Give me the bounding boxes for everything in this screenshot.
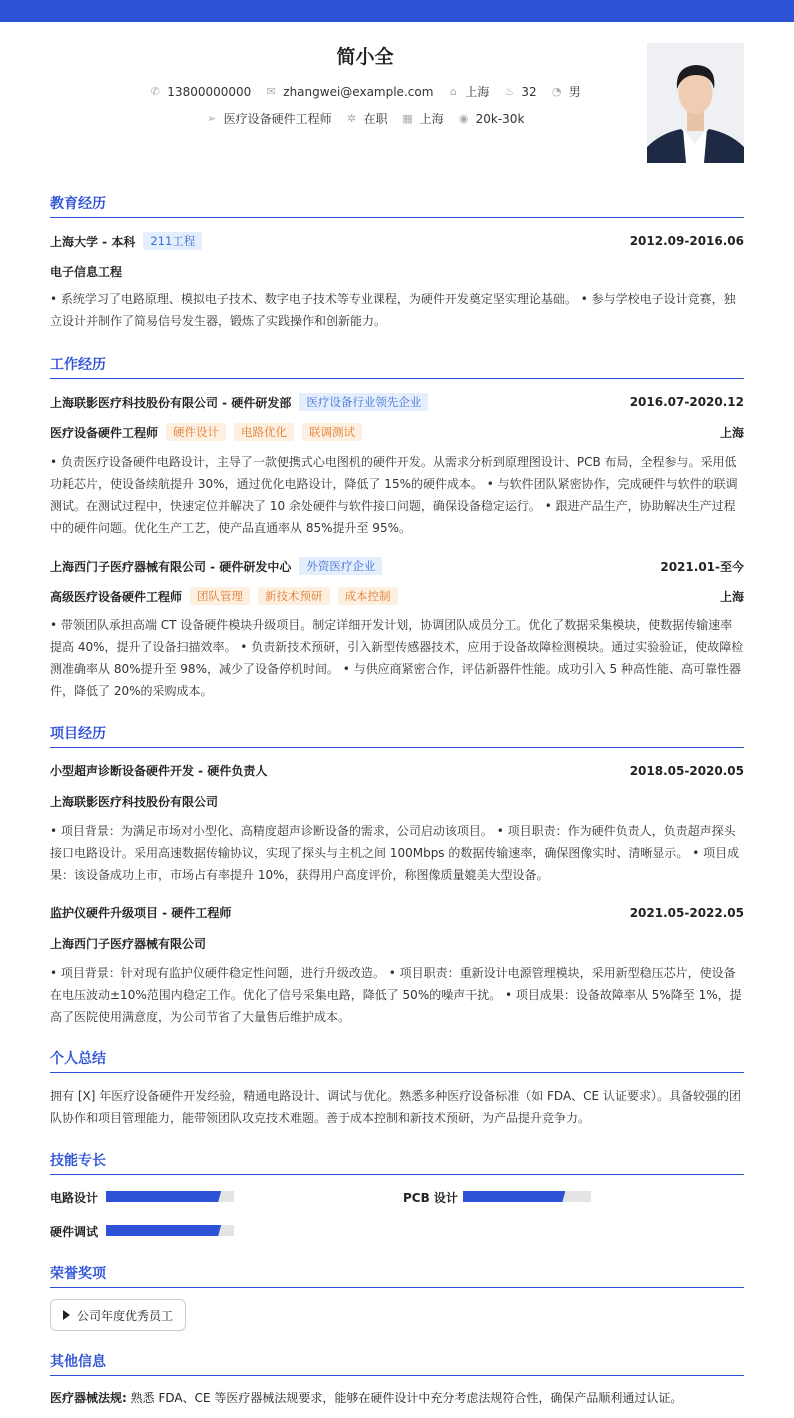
work-1-role: 医疗设备硬件工程师 bbox=[50, 425, 159, 440]
section-other-title: 其他信息 bbox=[50, 1351, 744, 1376]
project-1-name: 小型超声诊断设备硬件开发 - 硬件负责人 bbox=[50, 764, 268, 778]
work-1-location: 上海 bbox=[719, 425, 744, 440]
work-1-company: 上海联影医疗科技股份有限公司 - 硬件研发部 bbox=[50, 395, 292, 410]
skill-label: 硬件调试 bbox=[50, 1225, 99, 1239]
candidate-name: 简小全 bbox=[336, 46, 394, 68]
school-name: 上海大学 - 本科 bbox=[50, 234, 136, 249]
education-header-row bbox=[50, 232, 744, 250]
phone-icon: ✆ bbox=[150, 85, 160, 98]
skill-label: 电路设计 bbox=[50, 1191, 99, 1205]
work-2-period: 2021.01-至今 bbox=[660, 559, 744, 574]
city-text: 上海 bbox=[465, 85, 490, 99]
project-2-period: 2021.05-2022.05 bbox=[629, 905, 744, 920]
profile-photo bbox=[647, 43, 744, 163]
skill-bar bbox=[463, 1191, 591, 1202]
project-2-desc: • 项目背景：针对现有监护仪硬件稳定性问题，进行升级改造。 • 项目职责：重新设计电源管理模块，采用新型稳压芯片，使设备在电压波动±10%范围内稳定工作。优化了信号采集电路，降低了 50%的噪声干扰。 • 项目成果：设备故障率从 5%降至 1%，提高了医院使用满意度，为公司节省了大量售后维护成本。 bbox=[50, 966, 742, 1024]
building-icon: ▦ bbox=[402, 112, 413, 125]
education-period: 2012.09-2016.06 bbox=[629, 234, 744, 248]
skill-bar bbox=[106, 1191, 234, 1202]
work-1-left bbox=[50, 393, 428, 411]
work-2-location: 上海 bbox=[719, 589, 744, 604]
email-text: zhangwei@example.com bbox=[283, 84, 434, 99]
project-1-header-row bbox=[50, 762, 744, 779]
phone-text: 13800000000 bbox=[167, 84, 252, 99]
job-title-text: 医疗设备硬件工程师 bbox=[223, 112, 332, 126]
work-1-role-row bbox=[50, 423, 744, 441]
phone-item bbox=[149, 85, 251, 99]
status-item bbox=[346, 110, 388, 127]
award-label: 公司年度优秀员工 bbox=[77, 1308, 174, 1323]
other-text: 熟悉 FDA、CE 等医疗器械法规要求，能够在硬件设计中充分考虑法规符合性，确保产品顺利通过认证。 bbox=[130, 1391, 683, 1405]
salary-item bbox=[458, 112, 525, 126]
work-1-desc: • 负责医疗设备硬件电路设计，主导了一款便携式心电图机的硬件开发。从需求分析到原理图设计、PCB 布局，全程参与。采用低功耗芯片，使设备续航提升 30%，通过优化电路设计，降低了 15%的硬件成本。 • 与软件团队紧密协作，完成硬件与软件的联调测试。在测试过程中，快速定位并解决了 10 余处硬件与软件接口问题，确保设备稳定运行。 • 跟进产品生产，协助解决生产过程中的硬件问题。优化生产工艺，使产品直通率从 85%提升至 95%。 bbox=[50, 455, 738, 535]
status-text: 在职 bbox=[363, 112, 388, 126]
work-city-text: 上海 bbox=[419, 112, 444, 126]
work-2-skill-tag: 成本控制 bbox=[338, 587, 398, 605]
section-projects-title: 项目经历 bbox=[50, 723, 744, 748]
mail-icon: ✉ bbox=[266, 85, 276, 98]
profile-photo-illustration bbox=[647, 43, 744, 163]
school-tag: 211工程 bbox=[143, 232, 202, 250]
salary-text: 20k-30k bbox=[475, 111, 525, 126]
job-title-item bbox=[206, 110, 332, 127]
project-2-company: 上海西门子医疗器械有限公司 bbox=[50, 937, 207, 951]
education-left bbox=[50, 232, 202, 250]
gender-icon: ◔ bbox=[551, 85, 562, 98]
other-info bbox=[50, 1389, 744, 1406]
work-2-left bbox=[50, 557, 382, 575]
city-item bbox=[447, 83, 489, 100]
work-1-tag: 医疗设备行业领先企业 bbox=[299, 393, 428, 411]
education-major: 电子信息工程 bbox=[50, 265, 123, 279]
job-intent-row bbox=[0, 110, 730, 127]
work-2-role-row bbox=[50, 587, 744, 605]
project-1-company: 上海联影医疗科技股份有限公司 bbox=[50, 795, 219, 809]
section-skills-title: 技能专长 bbox=[50, 1150, 744, 1175]
work-2-skill-tag: 新技术预研 bbox=[258, 587, 330, 605]
skill-label: PCB 设计 bbox=[403, 1191, 458, 1205]
top-accent-bar bbox=[0, 0, 794, 22]
education-desc: • 系统学习了电路原理、模拟电子技术、数字电子技术等专业课程，为硬件开发奠定坚实理论基础。 • 参与学校电子设计竞赛，独立设计并制作了简易信号发生器，锻炼了实践操作和创新能力。 bbox=[50, 292, 736, 328]
work-1-skill-tag: 硬件设计 bbox=[166, 423, 226, 441]
contact-row bbox=[0, 83, 730, 100]
skill-bar-fill bbox=[463, 1191, 565, 1202]
gender-item bbox=[551, 83, 581, 100]
money-icon: ◉ bbox=[458, 112, 469, 125]
skill-bar-fill bbox=[106, 1225, 221, 1236]
work-2-tag: 外资医疗企业 bbox=[299, 557, 382, 575]
triangle-right-icon bbox=[63, 1310, 70, 1320]
gender-text: 男 bbox=[568, 85, 581, 99]
project-1-desc: • 项目背景：为满足市场对小型化、高精度超声诊断设备的需求，公司启动该项目。 • 项目职责：作为硬件负责人，负责超声探头接口电路设计。采用高速数据传输协议，实现了探头与主机之间 100Mbps 的数据传输速率，确保图像实时、清晰显示。 • 项目成果：该设备成功上市，市场占有率提升 10%，获得用户高度评价，称图像质量媲美大型设备。 bbox=[50, 824, 740, 882]
skill-bar-fill bbox=[106, 1191, 221, 1202]
age-item bbox=[503, 85, 536, 99]
work-1-skill-tag: 联调测试 bbox=[302, 423, 362, 441]
home-icon: ⌂ bbox=[449, 85, 457, 98]
other-label: 医疗器械法规: bbox=[50, 1391, 127, 1405]
work-2-desc: • 带领团队承担高端 CT 设备硬件模块升级项目。制定详细开发计划，协调团队成员分工。优化了数据采集模块，使数据传输速率提高 40%，提升了设备扫描效率。 • 负责新技术预研，引入新型传感器技术，应用于设备故障检测模块。通过实验验证，使故障检测准确率从 80%提升至 98%，减少了设备停机时间。 • 与供应商紧密合作，评估新器件性能。成功引入 5 种高性能、高可靠性器件，降低了 20%的采购成本。 bbox=[50, 618, 744, 698]
project-2-header-row bbox=[50, 904, 744, 921]
section-awards-title: 荣誉奖项 bbox=[50, 1263, 744, 1288]
send-icon: ➢ bbox=[206, 112, 217, 125]
section-work-title: 工作经历 bbox=[50, 354, 744, 379]
work-2-skill-tag: 团队管理 bbox=[190, 587, 250, 605]
skill-bar bbox=[106, 1225, 234, 1236]
work-2-company: 上海西门子医疗器械有限公司 - 硬件研发中心 bbox=[50, 559, 292, 574]
work-2-role: 高级医疗设备硬件工程师 bbox=[50, 589, 183, 604]
work-city-item bbox=[402, 110, 444, 127]
project-2-name: 监护仪硬件升级项目 - 硬件工程师 bbox=[50, 906, 232, 920]
work-2-header-row bbox=[50, 557, 744, 575]
status-icon: ✲ bbox=[346, 112, 357, 125]
project-1-period: 2018.05-2020.05 bbox=[629, 763, 744, 778]
work-1-skill-tag: 电路优化 bbox=[234, 423, 294, 441]
work-1-header-row bbox=[50, 393, 744, 411]
section-education-title: 教育经历 bbox=[50, 193, 744, 218]
section-summary-title: 个人总结 bbox=[50, 1048, 744, 1073]
cake-icon: ♨ bbox=[504, 85, 515, 98]
work-2-role-left bbox=[50, 587, 398, 605]
award-item[interactable] bbox=[50, 1299, 186, 1331]
age-text: 32 bbox=[521, 84, 537, 99]
email-item bbox=[265, 85, 433, 99]
work-1-period: 2016.07-2020.12 bbox=[629, 395, 744, 409]
work-1-role-left bbox=[50, 423, 362, 441]
summary-text: 拥有 [X] 年医疗设备硬件开发经验，精通电路设计、调试与优化。熟悉多种医疗设备标准（如 FDA、CE 认证要求）。具备较强的团队协作和项目管理能力，能带领团队攻克技术难题。善于成本控制和新技术预研，为产品提升竞争力。 bbox=[50, 1089, 741, 1125]
